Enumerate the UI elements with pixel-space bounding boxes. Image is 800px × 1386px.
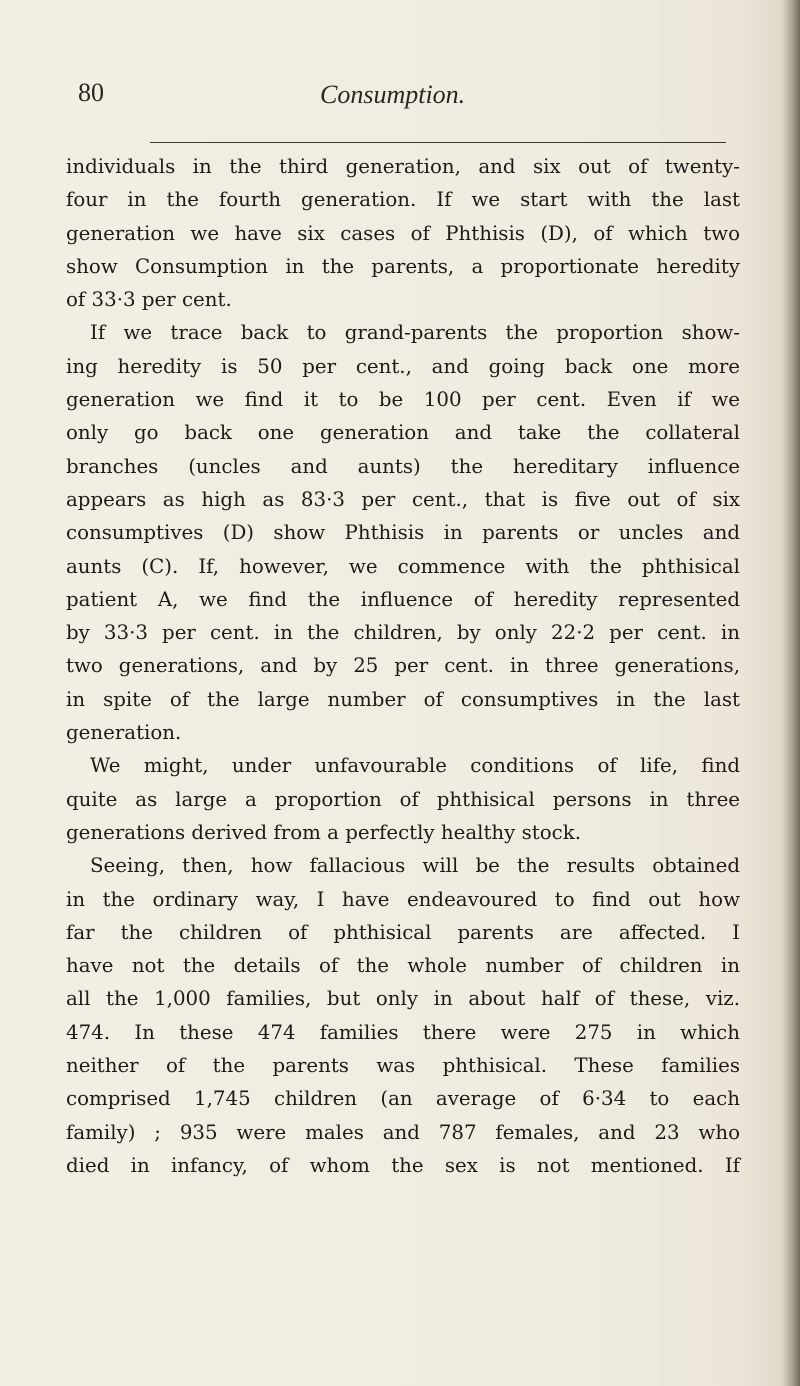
text-line: of 33·3 per cent. bbox=[66, 288, 232, 312]
text-line: far the children of phthisical parents are affected. I bbox=[66, 920, 740, 944]
header-rule bbox=[150, 142, 726, 143]
body-text bbox=[66, 150, 740, 1182]
text-line: generations derived from a perfectly healthy stock. bbox=[66, 820, 581, 844]
text-line: have not the details of the whole number of children in bbox=[66, 954, 740, 978]
text-line: generation we find it to be 100 per cent. Even if we bbox=[66, 388, 740, 412]
text-line: appears as high as 83·3 per cent., that is five out of six bbox=[66, 487, 740, 511]
text-line: ing heredity is 50 per cent., and going back one more bbox=[66, 354, 740, 378]
text-line: family) ; 935 were males and 787 females, and 23 who bbox=[66, 1120, 740, 1144]
page-number: 80 bbox=[78, 78, 104, 107]
text-line: two generations, and by 25 per cent. in three generations, bbox=[66, 654, 740, 678]
page-edge-shadow bbox=[782, 0, 800, 1386]
text-line: comprised 1,745 children (an average of 6·34 to each bbox=[66, 1087, 740, 1111]
text-line: all the 1,000 families, but only in about half of these, viz. bbox=[66, 987, 740, 1011]
text-line: patient A, we find the influence of heredity represented bbox=[66, 587, 740, 611]
text-line: neither of the parents was phthisical. These families bbox=[66, 1054, 740, 1078]
text-line: by 33·3 per cent. in the children, by only 22·2 per cent. in bbox=[66, 621, 740, 645]
text-line: died in infancy, of whom the sex is not mentioned. If bbox=[66, 1153, 740, 1177]
text-line: aunts (C). If, however, we commence with the phthisical bbox=[66, 554, 740, 578]
running-head: Consumption. bbox=[320, 80, 466, 109]
text-line: in spite of the large number of consumptives in the last bbox=[66, 687, 740, 711]
text-line: If we trace back to grand-parents the proportion show- bbox=[90, 321, 740, 345]
text-line: individuals in the third generation, and six out of twenty- bbox=[66, 155, 740, 178]
text-line: generation. bbox=[66, 721, 182, 745]
text-line: four in the fourth generation. If we start with the last bbox=[66, 188, 740, 212]
text-line: consumptives (D) show Phthisis in parents or uncles and bbox=[66, 521, 740, 545]
text-line: only go back one generation and take the collateral bbox=[66, 421, 740, 445]
text-line: Seeing, then, how fallacious will be the results obtained bbox=[90, 854, 740, 878]
text-line: in the ordinary way, I have endeavoured to find out how bbox=[66, 887, 740, 911]
text-line: show Consumption in the parents, a proportionate heredity bbox=[66, 254, 740, 278]
text-line: generation we have six cases of Phthisis (D), of which two bbox=[66, 221, 740, 245]
text-line: branches (uncles and aunts) the hereditary influence bbox=[66, 454, 740, 478]
text-line: quite as large a proportion of phthisical persons in three bbox=[66, 787, 740, 811]
text-line: 474. In these 474 families there were 275 in which bbox=[66, 1020, 740, 1044]
text-line: We might, under unfavourable conditions of life, find bbox=[90, 754, 740, 778]
